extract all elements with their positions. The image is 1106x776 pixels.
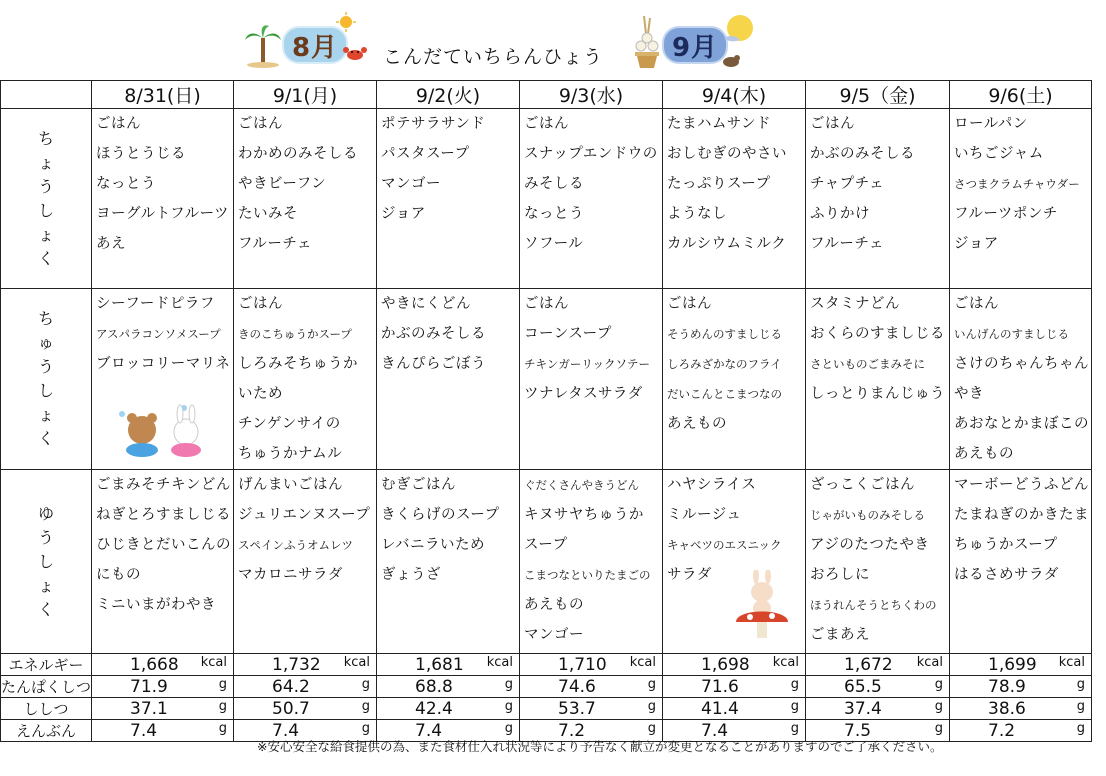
- menu-item: だいこんとこまつなの: [667, 387, 783, 401]
- menu-item: スペインふうオムレツ: [238, 538, 354, 552]
- lunch-cell: [663, 289, 806, 470]
- page-header: [0, 0, 1106, 80]
- disclaimer-note: ※安心安全な給食提供の為、また食材仕入れ状況等により予告なく献立が変更となることがありますのでご了承ください。: [257, 739, 943, 754]
- menu-item: スタミナどん: [810, 296, 901, 312]
- nutrition-unit: kcal: [629, 654, 657, 670]
- nutrition-cell: [92, 720, 234, 742]
- bird-icon: [720, 52, 742, 68]
- menu-item: ようなし: [667, 206, 728, 222]
- day-header-row: [1, 81, 1092, 109]
- nutrition-value: 37.4: [844, 698, 882, 719]
- nutrition-value: 7.4: [130, 720, 158, 741]
- menu-item: スープ: [524, 537, 568, 553]
- menu-item: チャプチェ: [810, 176, 885, 192]
- nutrition-unit: kcal: [486, 654, 514, 670]
- menu-item: ジョア: [381, 206, 426, 222]
- menu-item: そうめんのすましじる: [667, 327, 783, 341]
- nutrition-cell: [377, 654, 520, 676]
- menu-item: ごまあえ: [810, 627, 871, 643]
- nutrition-value: 1,681: [415, 654, 464, 675]
- menu-item: しろみそちゅうか: [238, 356, 359, 372]
- day-header: 9/3(水): [520, 81, 663, 109]
- meal-label-char: ち: [38, 128, 55, 148]
- menu-item: ハヤシライス: [667, 477, 757, 493]
- lunch-cell: [520, 289, 663, 470]
- menu-item: ほうれんそうとちくわの: [810, 598, 937, 612]
- nutrition-value: 37.1: [130, 698, 168, 719]
- nutrition-cell: [92, 698, 234, 720]
- menu-item: ごはん: [667, 296, 713, 312]
- nutrition-unit: g: [790, 676, 800, 692]
- meal-label-char: く: [38, 599, 55, 619]
- nutrition-unit: kcal: [916, 654, 944, 670]
- nutrition-cell: [806, 676, 950, 698]
- meal-label-char: く: [38, 248, 55, 268]
- menu-item: みそしる: [524, 176, 585, 192]
- nutrition-cell: [92, 676, 234, 698]
- menu-item: ロールパン: [954, 116, 1028, 132]
- menu-item: カルシウムミルク: [667, 236, 787, 252]
- august-badge: 8月: [282, 26, 348, 64]
- menu-item: フルーチェ: [238, 236, 313, 252]
- nutrition-value: 50.7: [272, 698, 310, 719]
- menu-item: ポテサラサンド: [381, 116, 486, 132]
- menu-item: ごはん: [524, 296, 570, 312]
- dinner-cell: [950, 470, 1092, 654]
- nutrition-unit: g: [504, 676, 514, 692]
- meal-label-char: ゅ: [38, 333, 55, 352]
- nutrition-cell: [950, 676, 1092, 698]
- menu-item: スナップエンドウの: [524, 146, 658, 162]
- lunch-cell: [234, 289, 377, 470]
- menu-item: ヨーグルトフルーツ: [96, 206, 229, 222]
- menu-item: パスタスープ: [381, 146, 470, 162]
- nutrition-cell: [234, 676, 377, 698]
- nutrition-value: 1,699: [988, 654, 1037, 675]
- meal-label-char: ち: [38, 309, 55, 328]
- nutrition-value: 74.6: [558, 676, 596, 697]
- dinner-label: [1, 470, 92, 654]
- menu-item: ねぎとろすましじる: [96, 507, 232, 523]
- nutrition-unit: g: [790, 720, 800, 736]
- sun-icon: [336, 12, 356, 32]
- menu-item: アスパラコンソメスープ: [96, 327, 221, 341]
- meal-label-char: し: [38, 200, 55, 220]
- nutrition-value: 64.2: [272, 676, 310, 697]
- nutrition-unit: g: [934, 720, 944, 736]
- rabbit-on-mushroom-illustration: [732, 570, 792, 640]
- menu-item: あえ: [96, 236, 127, 252]
- day-header: 9/1(月): [234, 81, 377, 109]
- menu-item: なっとう: [524, 206, 585, 222]
- menu-item: ブロッコリーマリネ: [96, 356, 231, 372]
- meal-label-char: ょ: [38, 224, 55, 244]
- menu-item: さといものごまみそに: [810, 357, 926, 371]
- nutrition-value: 78.9: [988, 676, 1026, 697]
- page-title: こんだていちらんひょう: [383, 46, 604, 68]
- menu-item: ソフール: [524, 236, 584, 252]
- nutrition-cell: [234, 698, 377, 720]
- nutrition-unit: g: [218, 698, 228, 714]
- nutrition-unit: g: [790, 698, 800, 714]
- nutrition-unit: g: [218, 720, 228, 736]
- nutrition-value: 1,710: [558, 654, 607, 675]
- nutrition-label: えんぶん: [1, 720, 92, 742]
- nutrition-value: 7.4: [701, 720, 729, 741]
- nutrition-cell: [950, 720, 1092, 742]
- menu-item: かぶのみそしる: [381, 326, 487, 342]
- nutrition-unit: kcal: [772, 654, 800, 670]
- menu-item: レバニラいため: [381, 537, 485, 553]
- menu-item: マンゴー: [381, 176, 442, 192]
- dinner-cell: [234, 470, 377, 654]
- meal-label-char: ょ: [38, 575, 55, 595]
- day-header: 9/2(火): [377, 81, 520, 109]
- nutrition-cell: [520, 676, 663, 698]
- menu-item: あえもの: [524, 597, 585, 613]
- nutrition-unit: g: [218, 676, 228, 692]
- menu-item: たまねぎのかきたま: [954, 507, 1090, 523]
- nutrition-unit: g: [504, 720, 514, 736]
- menu-item: フルーチェ: [810, 236, 885, 252]
- nutrition-unit: kcal: [343, 654, 371, 670]
- meal-label-char: ょ: [38, 405, 55, 424]
- breakfast-label: [1, 109, 92, 289]
- dinner-cell: [377, 470, 520, 654]
- corner-cell: [1, 81, 92, 109]
- nutrition-unit: kcal: [200, 654, 228, 670]
- menu-item: たっぷりスープ: [667, 176, 771, 192]
- menu-item: アジのたつたやき: [810, 537, 930, 553]
- nutrition-unit: g: [647, 676, 657, 692]
- menu-item: ざっこくごはん: [810, 477, 916, 493]
- meal-label-char: し: [38, 381, 55, 400]
- menu-item: きんぴらごぼう: [381, 356, 487, 372]
- nutrition-value: 7.5: [844, 720, 872, 741]
- breakfast-cell: [92, 109, 234, 289]
- menu-item: ひじきとだいこんの: [96, 537, 232, 553]
- meal-label-char: ょ: [38, 152, 55, 172]
- menu-item: おろしに: [810, 567, 871, 583]
- menu-item: ごはん: [810, 116, 856, 132]
- nutrition-value: 7.2: [988, 720, 1016, 741]
- breakfast-cell: [377, 109, 520, 289]
- day-header: 8/31(日): [92, 81, 234, 109]
- menu-item: にもの: [96, 567, 142, 583]
- menu-item: ツナレタスサラダ: [524, 386, 643, 402]
- nutrition-unit: kcal: [1058, 654, 1086, 670]
- nutrition-value: 38.6: [988, 698, 1026, 719]
- breakfast-cell: [234, 109, 377, 289]
- breakfast-cell: [520, 109, 663, 289]
- nutrition-value: 1,668: [130, 654, 179, 675]
- menu-item: やきビーフン: [238, 176, 327, 192]
- menu-item: チキンガーリックソテー: [524, 357, 650, 371]
- nutrition-unit: g: [647, 720, 657, 736]
- nutrition-cell: [234, 654, 377, 676]
- breakfast-cell: [663, 109, 806, 289]
- nutrition-cell: [663, 698, 806, 720]
- nutrition-value: 7.4: [415, 720, 443, 741]
- menu-item: ごはん: [954, 296, 1000, 312]
- nutrition-value: 7.2: [558, 720, 586, 741]
- nutrition-unit: g: [1076, 720, 1086, 736]
- menu-item: シーフードピラフ: [96, 296, 215, 312]
- nutrition-value: 71.9: [130, 676, 168, 697]
- nutrition-value: 1,672: [844, 654, 893, 675]
- menu-item: やき: [954, 386, 985, 402]
- meal-label-char: う: [38, 527, 55, 547]
- bear-and-rabbit-illustration: [112, 400, 212, 460]
- day-header: 9/5（金): [806, 81, 950, 109]
- menu-item: はるさめサラダ: [954, 567, 1059, 583]
- nutrition-unit: g: [1076, 676, 1086, 692]
- meal-label-char: し: [38, 551, 55, 571]
- nutrition-cell: [663, 676, 806, 698]
- breakfast-cell: [806, 109, 950, 289]
- fat-row: [1, 698, 1092, 720]
- menu-item: マンゴー: [524, 627, 585, 643]
- dango-icon: [630, 14, 664, 70]
- nutrition-value: 1,698: [701, 654, 750, 675]
- moon-icon: [718, 10, 758, 50]
- menu-item: おしむぎのやさい: [667, 146, 788, 162]
- breakfast-cell: [950, 109, 1092, 289]
- menu-item: やきにくどん: [381, 296, 472, 312]
- menu-item: こまつなといりたまごの: [524, 568, 651, 582]
- menu-item: いんげんのすましじる: [954, 327, 1070, 341]
- nutrition-value: 41.4: [701, 698, 739, 719]
- menu-item: むぎごはん: [381, 477, 457, 493]
- menu-item: チンゲンサイの: [238, 416, 341, 432]
- menu-item: ふりかけ: [810, 206, 871, 222]
- protein-row: [1, 676, 1092, 698]
- menu-item: コーンスープ: [524, 326, 612, 342]
- nutrition-unit: g: [361, 698, 371, 714]
- nutrition-cell: [663, 654, 806, 676]
- meal-label-char: う: [38, 357, 55, 376]
- menu-item: さつまクラムチャウダー: [954, 177, 1080, 191]
- menu-item: ぐだくさんやきうどん: [524, 478, 640, 492]
- nutrition-unit: g: [361, 676, 371, 692]
- nutrition-cell: [806, 654, 950, 676]
- dinner-row: [1, 470, 1092, 654]
- lunch-label: [1, 289, 92, 470]
- nutrition-label: ししつ: [1, 698, 92, 720]
- menu-item: さけのちゃんちゃん: [954, 356, 1090, 372]
- lunch-cell: [806, 289, 950, 470]
- nutrition-unit: g: [1076, 698, 1086, 714]
- menu-item: ミニいまがわやき: [96, 597, 217, 613]
- menu-item: マーボーどうふどん: [954, 477, 1090, 493]
- menu-item: あえもの: [954, 446, 1015, 462]
- nutrition-unit: g: [934, 698, 944, 714]
- menu-item: じゃがいものみそしる: [810, 508, 926, 522]
- nutrition-cell: [377, 676, 520, 698]
- menu-item: きのこちゅうかスープ: [238, 327, 352, 341]
- menu-item: ちゅうかナムル: [238, 446, 343, 462]
- menu-item: ジョア: [954, 236, 999, 252]
- menu-item: キヌサヤちゅうか: [524, 507, 644, 523]
- menu-item: あおなとかまぼこの: [954, 416, 1090, 432]
- dinner-cell: [520, 470, 663, 654]
- nutrition-value: 71.6: [701, 676, 739, 697]
- menu-item: げんまいごはん: [238, 477, 344, 493]
- menu-item: フルーツポンチ: [954, 206, 1058, 222]
- nutrition-unit: g: [361, 720, 371, 736]
- meal-label-char: く: [38, 429, 55, 448]
- menu-item: なっとう: [96, 176, 157, 192]
- menu-item: ほうとうじる: [96, 146, 187, 162]
- menu-item: キャベツのエスニック: [667, 538, 782, 552]
- menu-item: ごはん: [238, 116, 284, 132]
- menu-item: マカロニサラダ: [238, 567, 343, 583]
- nutrition-unit: g: [934, 676, 944, 692]
- nutrition-cell: [806, 698, 950, 720]
- lunch-cell: [377, 289, 520, 470]
- lunch-cell: [950, 289, 1092, 470]
- menu-item: あえもの: [667, 416, 728, 432]
- menu-item: ごはん: [238, 296, 284, 312]
- menu-item: ミルージュ: [667, 507, 742, 523]
- menu-item: いちごジャム: [954, 146, 1044, 162]
- menu-item: たまハムサンド: [667, 116, 771, 132]
- nutrition-cell: [950, 654, 1092, 676]
- menu-item: サラダ: [667, 567, 712, 583]
- menu-item: ぎょうざ: [381, 567, 442, 583]
- menu-item: ジュリエンヌスープ: [238, 507, 371, 523]
- menu-item: おくらのすましじる: [810, 326, 946, 342]
- nutrition-cell: [950, 698, 1092, 720]
- menu-item: ごはん: [96, 116, 142, 132]
- nutrition-value: 7.4: [272, 720, 300, 741]
- crab-icon: [343, 44, 367, 62]
- nutrition-cell: [520, 698, 663, 720]
- menu-item: いため: [238, 386, 284, 402]
- day-header: 9/6(土): [950, 81, 1092, 109]
- menu-item: かぶのみそしる: [810, 146, 916, 162]
- menu-item: ごはん: [524, 116, 570, 132]
- nutrition-cell: [377, 698, 520, 720]
- nutrition-value: 42.4: [415, 698, 453, 719]
- energy-row: [1, 654, 1092, 676]
- menu-item: しろみざかなのフライ: [667, 357, 782, 371]
- dinner-cell: [92, 470, 234, 654]
- meal-label-char: う: [38, 176, 55, 196]
- nutrition-label: たんぱくしつ: [1, 676, 92, 698]
- nutrition-cell: [520, 654, 663, 676]
- palm-tree-icon: [243, 22, 283, 68]
- nutrition-value: 65.5: [844, 676, 882, 697]
- nutrition-unit: g: [504, 698, 514, 714]
- menu-item: たいみそ: [238, 206, 299, 222]
- nutrition-value: 1,732: [272, 654, 321, 675]
- menu-item: ごまみそチキンどん: [96, 477, 231, 493]
- nutrition-cell: [92, 654, 234, 676]
- september-badge: 9月: [662, 26, 728, 64]
- breakfast-row: [1, 109, 1092, 289]
- nutrition-label: エネルギー: [1, 654, 92, 676]
- nutrition-unit: g: [647, 698, 657, 714]
- nutrition-value: 53.7: [558, 698, 596, 719]
- nutrition-value: 68.8: [415, 676, 453, 697]
- menu-item: ちゅうかスープ: [954, 537, 1058, 553]
- dinner-cell: [806, 470, 950, 654]
- menu-item: きくらげのスープ: [381, 507, 500, 523]
- menu-item: しっとりまんじゅう: [810, 386, 946, 402]
- day-header: 9/4(木): [663, 81, 806, 109]
- meal-label-char: ゆ: [38, 503, 55, 523]
- menu-item: わかめのみそしる: [238, 146, 359, 162]
